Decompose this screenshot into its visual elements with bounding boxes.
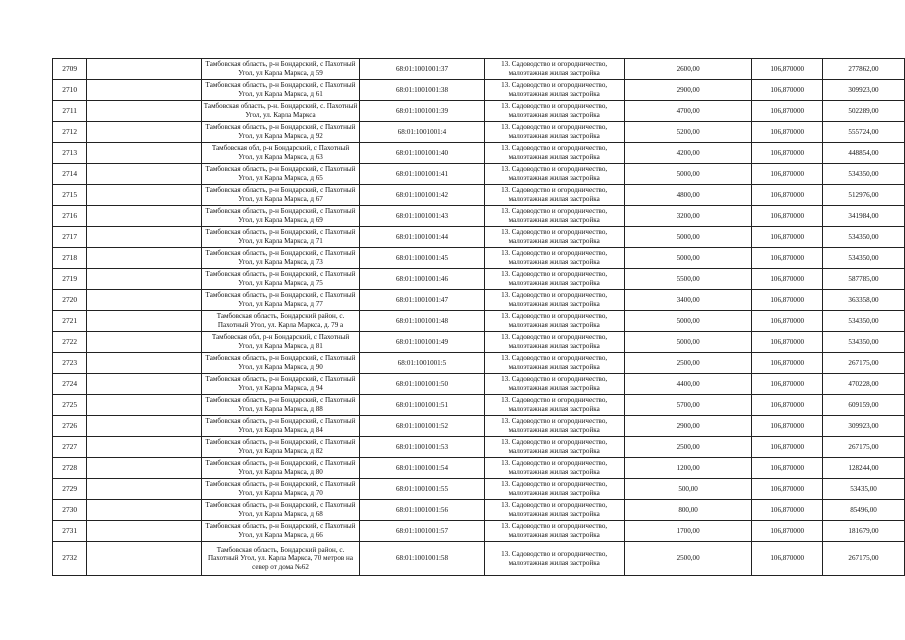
cadastral-number-cell: 68:01:1001001:48 [360, 311, 484, 332]
table-row [53, 311, 905, 332]
cadastral-number-cell: 68:01:1001001:46 [360, 269, 484, 290]
address-cell: Тамбовская область, р-н Бондарский, с Пахотный Угол, ул Карла Маркса, д 66 [201, 521, 360, 542]
land-use-cell: 13. Садоводство и огородничество, малоэтажная жилая застройка [484, 458, 624, 479]
table-row [53, 227, 905, 248]
address-cell: Тамбовская область, р-н Бондарский, с Пахотный Угол, ул Карла Маркса, д 92 [201, 122, 360, 143]
address-cell: Тамбовская область, р-н Бондарский, с Пахотный Угол, ул Карла Маркса, д 84 [201, 416, 360, 437]
area-cell: 4200,00 [624, 143, 752, 164]
table-row [53, 395, 905, 416]
blank-cell [87, 437, 201, 458]
cadastral-number-cell: 68:01:1001001:55 [360, 479, 484, 500]
blank-cell [87, 143, 201, 164]
area-cell: 4700,00 [624, 101, 752, 122]
address-cell: Тамбовская область, р-н Бондарский, с Пахотный Угол, ул Карла Маркса, д 88 [201, 395, 360, 416]
row-number: 2728 [53, 458, 87, 479]
land-use-cell: 13. Садоводство и огородничество, малоэтажная жилая застройка [484, 227, 624, 248]
land-use-cell: 13. Садоводство и огородничество, малоэтажная жилая застройка [484, 80, 624, 101]
rate-cell: 106,870000 [752, 479, 823, 500]
land-use-cell: 13. Садоводство и огородничество, малоэтажная жилая застройка [484, 122, 624, 143]
blank-cell [87, 500, 201, 521]
blank-cell [87, 290, 201, 311]
blank-cell [87, 122, 201, 143]
table-row [53, 164, 905, 185]
area-cell: 2600,00 [624, 59, 752, 80]
address-cell: Тамбовская область, р-н Бондарский, с Пахотный Угол, ул Карла Маркса, д 94 [201, 374, 360, 395]
row-number: 2715 [53, 185, 87, 206]
area-cell: 5700,00 [624, 395, 752, 416]
cadastral-number-cell: 68:01:1001001:5 [360, 353, 484, 374]
area-cell: 1200,00 [624, 458, 752, 479]
area-cell: 500,00 [624, 479, 752, 500]
table-row [53, 437, 905, 458]
table-row [53, 458, 905, 479]
address-cell: Тамбовская область, р-н Бондарский, с Пахотный Угол, ул Карла Маркса, д 90 [201, 353, 360, 374]
blank-cell [87, 206, 201, 227]
table-row [53, 374, 905, 395]
cadastral-number-cell: 68:01:1001001:57 [360, 521, 484, 542]
cadastral-number-cell: 68:01:1001001:41 [360, 164, 484, 185]
table-row [53, 122, 905, 143]
address-cell: Тамбовская область, р-н Бондарский, с Пахотный Угол, ул Карла Маркса, д 67 [201, 185, 360, 206]
rate-cell: 106,870000 [752, 80, 823, 101]
blank-cell [87, 521, 201, 542]
blank-cell [87, 227, 201, 248]
cadastral-number-cell: 68:01:1001001:38 [360, 80, 484, 101]
cadastral-number-cell: 68:01:1001001:43 [360, 206, 484, 227]
address-cell: Тамбовская область, р-н Бондарский, с Пахотный Угол, ул Карла Маркса, д 80 [201, 458, 360, 479]
rate-cell: 106,870000 [752, 374, 823, 395]
row-number: 2710 [53, 80, 87, 101]
blank-cell [87, 479, 201, 500]
cadastral-value-cell: 363358,00 [823, 290, 905, 311]
land-use-cell: 13. Садоводство и огородничество, малоэтажная жилая застройка [484, 248, 624, 269]
cadastral-value-cell: 267175,00 [823, 353, 905, 374]
rate-cell: 106,870000 [752, 416, 823, 437]
rate-cell: 106,870000 [752, 332, 823, 353]
cadastral-value-cell: 470228,00 [823, 374, 905, 395]
row-number: 2731 [53, 521, 87, 542]
area-cell: 1700,00 [624, 521, 752, 542]
table-row [53, 101, 905, 122]
address-cell: Тамбовская область, Бондарский район, с. Пахотный Угол, ул. Карла Маркса, 70 метров на север от дома №62 [201, 542, 360, 576]
area-cell: 2500,00 [624, 542, 752, 576]
cadastral-number-cell: 68:01:1001001:58 [360, 542, 484, 576]
address-cell: Тамбовская обл, р-н Бондарский, с Пахотный Угол, ул Карла Маркса, д 81 [201, 332, 360, 353]
land-use-cell: 13. Садоводство и огородничество, малоэтажная жилая застройка [484, 542, 624, 576]
land-use-cell: 13. Садоводство и огородничество, малоэтажная жилая застройка [484, 353, 624, 374]
blank-cell [87, 80, 201, 101]
table-row [53, 59, 905, 80]
land-use-cell: 13. Садоводство и огородничество, малоэтажная жилая застройка [484, 185, 624, 206]
row-number: 2726 [53, 416, 87, 437]
cadastral-value-cell: 534350,00 [823, 332, 905, 353]
cadastral-number-cell: 68:01:1001001:45 [360, 248, 484, 269]
cadastral-number-cell: 68:01:1001001:40 [360, 143, 484, 164]
land-use-cell: 13. Садоводство и огородничество, малоэтажная жилая застройка [484, 500, 624, 521]
row-number: 2720 [53, 290, 87, 311]
land-use-cell: 13. Садоводство и огородничество, малоэтажная жилая застройка [484, 374, 624, 395]
row-number: 2730 [53, 500, 87, 521]
cadastral-value-cell: 534350,00 [823, 311, 905, 332]
land-use-cell: 13. Садоводство и огородничество, малоэтажная жилая застройка [484, 437, 624, 458]
area-cell: 2500,00 [624, 437, 752, 458]
cadastral-number-cell: 68:01:1001001:47 [360, 290, 484, 311]
cadastral-value-cell: 448854,00 [823, 143, 905, 164]
rate-cell: 106,870000 [752, 164, 823, 185]
cadastral-number-cell: 68:01:1001001:4 [360, 122, 484, 143]
row-number: 2719 [53, 269, 87, 290]
blank-cell [87, 395, 201, 416]
area-cell: 3400,00 [624, 290, 752, 311]
rate-cell: 106,870000 [752, 185, 823, 206]
rate-cell: 106,870000 [752, 521, 823, 542]
area-cell: 5000,00 [624, 332, 752, 353]
blank-cell [87, 374, 201, 395]
land-use-cell: 13. Садоводство и огородничество, малоэтажная жилая застройка [484, 59, 624, 80]
address-cell: Тамбовская область, р-н Бондарский, с Пахотный Угол, ул Карла Маркса, д 75 [201, 269, 360, 290]
area-cell: 5000,00 [624, 164, 752, 185]
cadastral-value-cell: 341984,00 [823, 206, 905, 227]
cadastral-number-cell: 68:01:1001001:53 [360, 437, 484, 458]
rate-cell: 106,870000 [752, 122, 823, 143]
cadastral-number-cell: 68:01:1001001:56 [360, 500, 484, 521]
cadastral-value-cell: 53435,00 [823, 479, 905, 500]
rate-cell: 106,870000 [752, 269, 823, 290]
land-use-cell: 13. Садоводство и огородничество, малоэтажная жилая застройка [484, 269, 624, 290]
blank-cell [87, 311, 201, 332]
cadastral-value-cell: 267175,00 [823, 437, 905, 458]
blank-cell [87, 269, 201, 290]
blank-cell [87, 353, 201, 374]
row-number: 2725 [53, 395, 87, 416]
table-row [53, 542, 905, 576]
cadastral-number-cell: 68:01:1001001:44 [360, 227, 484, 248]
cadastral-number-cell: 68:01:1001001:50 [360, 374, 484, 395]
cadastral-number-cell: 68:01:1001001:54 [360, 458, 484, 479]
cadastral-number-cell: 68:01:1001001:39 [360, 101, 484, 122]
address-cell: Тамбовская область, р-н. Бондарский, с. Пахотный Угол, ул. Карла Маркса [201, 101, 360, 122]
table-row [53, 332, 905, 353]
cadastral-value-cell: 534350,00 [823, 248, 905, 269]
blank-cell [87, 416, 201, 437]
cadastral-number-cell: 68:01:1001001:37 [360, 59, 484, 80]
address-cell: Тамбовская область, р-н Бондарский, с Пахотный Угол, ул Карла Маркса, д 82 [201, 437, 360, 458]
address-cell: Тамбовская область, р-н Бондарский, с Пахотный Угол, ул Карла Маркса, д 71 [201, 227, 360, 248]
area-cell: 2900,00 [624, 416, 752, 437]
address-cell: Тамбовская область, р-н Бондарский, с Пахотный Угол, ул Карла Маркса, д 70 [201, 479, 360, 500]
row-number: 2711 [53, 101, 87, 122]
area-cell: 5500,00 [624, 269, 752, 290]
cadastral-value-cell: 587785,00 [823, 269, 905, 290]
table-row [53, 80, 905, 101]
table-row [53, 353, 905, 374]
blank-cell [87, 59, 201, 80]
address-cell: Тамбовская область, р-н Бондарский, с Пахотный Угол, ул Карла Маркса, д 69 [201, 206, 360, 227]
row-number: 2729 [53, 479, 87, 500]
row-number: 2713 [53, 143, 87, 164]
row-number: 2718 [53, 248, 87, 269]
row-number: 2714 [53, 164, 87, 185]
area-cell: 5000,00 [624, 248, 752, 269]
blank-cell [87, 458, 201, 479]
blank-cell [87, 101, 201, 122]
blank-cell [87, 164, 201, 185]
address-cell: Тамбовская область, р-н Бондарский, с Пахотный Угол, ул Карла Маркса, д 73 [201, 248, 360, 269]
cadastral-value-cell: 85496,00 [823, 500, 905, 521]
cadastral-value-cell: 609159,00 [823, 395, 905, 416]
address-cell: Тамбовская область, р-н Бондарский, с Пахотный Угол, ул Карла Маркса, д 68 [201, 500, 360, 521]
area-cell: 2500,00 [624, 353, 752, 374]
table-row [53, 248, 905, 269]
address-cell: Тамбовская область, р-н Бондарский, с Пахотный Угол, ул Карла Маркса, д 61 [201, 80, 360, 101]
rate-cell: 106,870000 [752, 206, 823, 227]
row-number: 2717 [53, 227, 87, 248]
cadastral-number-cell: 68:01:1001001:51 [360, 395, 484, 416]
cadastral-value-cell: 502289,00 [823, 101, 905, 122]
rate-cell: 106,870000 [752, 395, 823, 416]
cadastral-value-cell: 267175,00 [823, 542, 905, 576]
row-number: 2721 [53, 311, 87, 332]
table-row [53, 416, 905, 437]
table-row [53, 521, 905, 542]
area-cell: 4400,00 [624, 374, 752, 395]
land-use-cell: 13. Садоводство и огородничество, малоэтажная жилая застройка [484, 416, 624, 437]
blank-cell [87, 248, 201, 269]
rate-cell: 106,870000 [752, 437, 823, 458]
table-row [53, 500, 905, 521]
rate-cell: 106,870000 [752, 500, 823, 521]
cadastral-value-cell: 181679,00 [823, 521, 905, 542]
area-cell: 5000,00 [624, 311, 752, 332]
table-row [53, 206, 905, 227]
area-cell: 800,00 [624, 500, 752, 521]
row-number: 2724 [53, 374, 87, 395]
blank-cell [87, 542, 201, 576]
land-use-cell: 13. Садоводство и огородничество, малоэтажная жилая застройка [484, 206, 624, 227]
cadastral-value-cell: 512976,00 [823, 185, 905, 206]
land-use-cell: 13. Садоводство и огородничество, малоэтажная жилая застройка [484, 164, 624, 185]
row-number: 2727 [53, 437, 87, 458]
blank-cell [87, 185, 201, 206]
address-cell: Тамбовская область, р-н Бондарский, с Пахотный Угол, ул Карла Маркса, д 59 [201, 59, 360, 80]
address-cell: Тамбовская область, р-н Бондарский, с Пахотный Угол, ул Карла Маркса, д 65 [201, 164, 360, 185]
cadastral-value-cell: 309923,00 [823, 80, 905, 101]
rate-cell: 106,870000 [752, 311, 823, 332]
table-row [53, 290, 905, 311]
row-number: 2709 [53, 59, 87, 80]
cadastral-value-cell: 534350,00 [823, 164, 905, 185]
area-cell: 4800,00 [624, 185, 752, 206]
table-row [53, 269, 905, 290]
cadastral-value-cell: 555724,00 [823, 122, 905, 143]
rate-cell: 106,870000 [752, 248, 823, 269]
blank-cell [87, 332, 201, 353]
rate-cell: 106,870000 [752, 290, 823, 311]
rate-cell: 106,870000 [752, 101, 823, 122]
table-row [53, 479, 905, 500]
cadastral-value-cell: 128244,00 [823, 458, 905, 479]
table-body [53, 59, 905, 576]
area-cell: 5000,00 [624, 227, 752, 248]
cadastral-number-cell: 68:01:1001001:49 [360, 332, 484, 353]
rate-cell: 106,870000 [752, 143, 823, 164]
land-use-cell: 13. Садоводство и огородничество, малоэтажная жилая застройка [484, 290, 624, 311]
address-cell: Тамбовская область, Бондарский район, с. Пахотный Угол, ул. Карла Маркса, д. 79 а [201, 311, 360, 332]
land-use-cell: 13. Садоводство и огородничество, малоэтажная жилая застройка [484, 143, 624, 164]
rate-cell: 106,870000 [752, 59, 823, 80]
address-cell: Тамбовская обл, р-н Бондарский, с Пахотный Угол, ул Карла Маркса, д 63 [201, 143, 360, 164]
table-row [53, 185, 905, 206]
area-cell: 5200,00 [624, 122, 752, 143]
cadastral-value-cell: 277862,00 [823, 59, 905, 80]
row-number: 2723 [53, 353, 87, 374]
row-number: 2732 [53, 542, 87, 576]
cadastral-value-table [52, 58, 905, 576]
land-use-cell: 13. Садоводство и огородничество, малоэтажная жилая застройка [484, 479, 624, 500]
land-use-cell: 13. Садоводство и огородничество, малоэтажная жилая застройка [484, 521, 624, 542]
land-use-cell: 13. Садоводство и огородничество, малоэтажная жилая застройка [484, 101, 624, 122]
address-cell: Тамбовская область, р-н Бондарский, с Пахотный Угол, ул Карла Маркса, д 77 [201, 290, 360, 311]
row-number: 2712 [53, 122, 87, 143]
rate-cell: 106,870000 [752, 458, 823, 479]
row-number: 2722 [53, 332, 87, 353]
cadastral-number-cell: 68:01:1001001:52 [360, 416, 484, 437]
cadastral-value-cell: 309923,00 [823, 416, 905, 437]
table-row [53, 143, 905, 164]
row-number: 2716 [53, 206, 87, 227]
area-cell: 3200,00 [624, 206, 752, 227]
rate-cell: 106,870000 [752, 542, 823, 576]
cadastral-number-cell: 68:01:1001001:42 [360, 185, 484, 206]
land-use-cell: 13. Садоводство и огородничество, малоэтажная жилая застройка [484, 332, 624, 353]
area-cell: 2900,00 [624, 80, 752, 101]
rate-cell: 106,870000 [752, 353, 823, 374]
rate-cell: 106,870000 [752, 227, 823, 248]
land-use-cell: 13. Садоводство и огородничество, малоэтажная жилая застройка [484, 311, 624, 332]
cadastral-value-cell: 534350,00 [823, 227, 905, 248]
land-use-cell: 13. Садоводство и огородничество, малоэтажная жилая застройка [484, 395, 624, 416]
